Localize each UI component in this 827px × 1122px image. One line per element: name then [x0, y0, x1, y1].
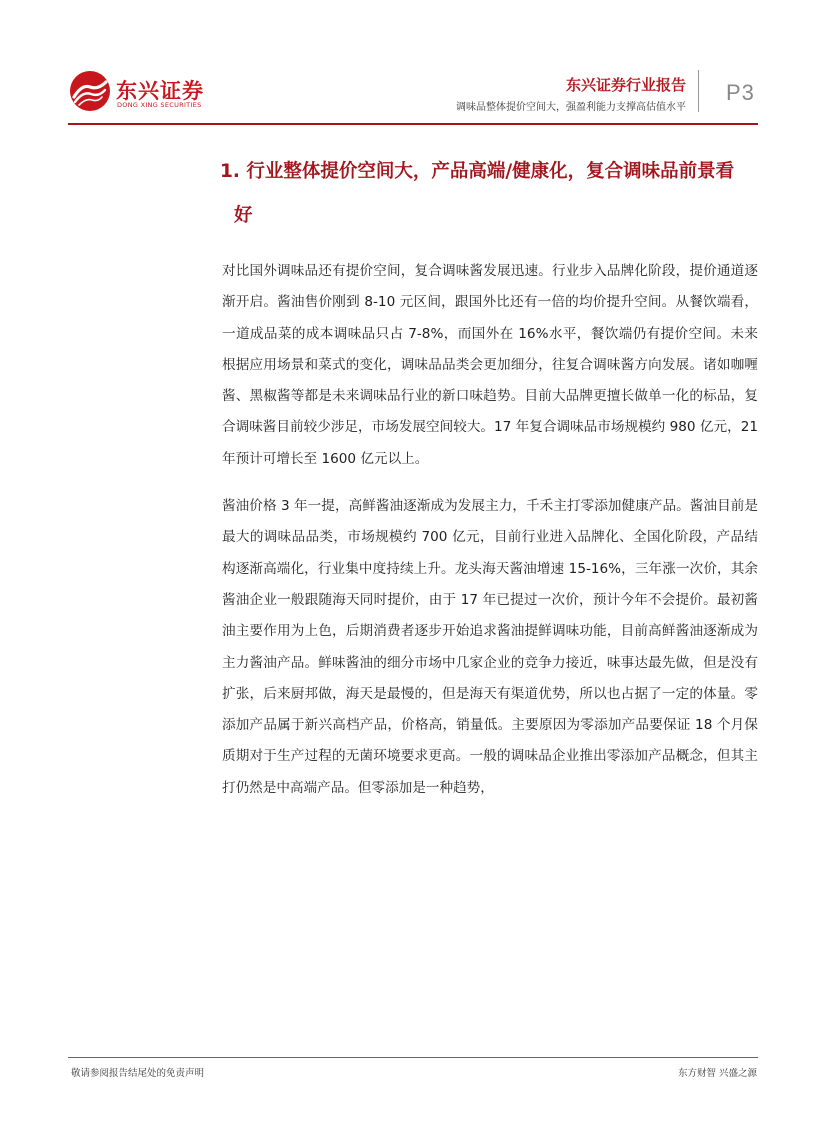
- logo-english-name: DONG XING SECURITIES: [117, 101, 202, 109]
- section-heading-line1: 1. 行业整体提价空间大，产品高端/健康化，复合调味品前景看: [220, 161, 735, 182]
- company-logo: [69, 70, 219, 114]
- dongxing-logo-icon: [69, 70, 111, 112]
- logo-chinese-name: 东兴证券: [116, 79, 204, 103]
- report-subtitle: 调味品整体提价空间大，强盈利能力支撑高估值水平: [456, 102, 686, 113]
- page-header: [0, 0, 827, 130]
- report-title: 东兴证券行业报告: [565, 76, 686, 94]
- section-heading-line2: 好: [234, 205, 253, 226]
- header-rule: [68, 123, 758, 125]
- page-number: P3: [726, 80, 755, 105]
- paragraph-1: 对比国外调味品还有提价空间，复合调味酱发展迅速。行业步入品牌化阶段，提价通道逐渐开启。酱油售价刚到 8-10 元区间，跟国外比还有一倍的均价提升空间。从餐饮端看，一道成品菜的成本调味品只占 7-8%，而国外在 16%水平，餐饮端仍有提价空间。未来根据应用场景和菜式的变化，调味品品类会更加细分，往复合调味酱方向发展。诸如咖喱酱、黑椒酱等都是未来调味品行业的新口味趋势。目前大品牌更擅长做单一化的标品，复合调味酱目前较少涉足，市场发展空间较大。17 年复合调味品市场规模约 980 亿元，21 年预计可增长至 1600 亿元以上。: [222, 263, 758, 467]
- footer-rule: [68, 1057, 758, 1058]
- footer-slogan: 东方财智 兴盛之源: [677, 1068, 757, 1079]
- header-divider: [698, 70, 699, 112]
- section-heading: [220, 150, 756, 238]
- paragraph-2: 酱油价格 3 年一提，高鲜酱油逐渐成为发展主力，千禾主打零添加健康产品。酱油目前是最大的调味品品类，市场规模约 700 亿元，目前行业进入品牌化、全国化阶段，产品结构逐渐高端化，行业集中度持续上升。龙头海天酱油增速 15-16%，三年涨一次价，其余酱油企业一般跟随海天同时提价，由于 17 年已提过一次价，预计今年不会提价。最初酱油主要作用为上色，后期消费者逐步开始追求酱油提鲜调味功能，目前高鲜酱油逐渐成为主力酱油产品。鲜味酱油的细分市场中几家企业的竞争力接近，味事达最先做，但是没有扩张，后来厨邦做，海天是最慢的，但是海天有渠道优势，所以也占据了一定的体量。零添加产品属于新兴高档产品，价格高，销量低。主要原因为零添加产品要保证 18 个月保质期对于生产过程的无菌环境要求更高。一般的调味品企业推出零添加产品概念，但其主打仍然是中高端产品。但零添加是一种趋势，: [222, 498, 758, 796]
- main-content: [222, 150, 758, 804]
- footer-disclaimer: 敬请参阅报告结尾处的免责声明: [71, 1068, 205, 1079]
